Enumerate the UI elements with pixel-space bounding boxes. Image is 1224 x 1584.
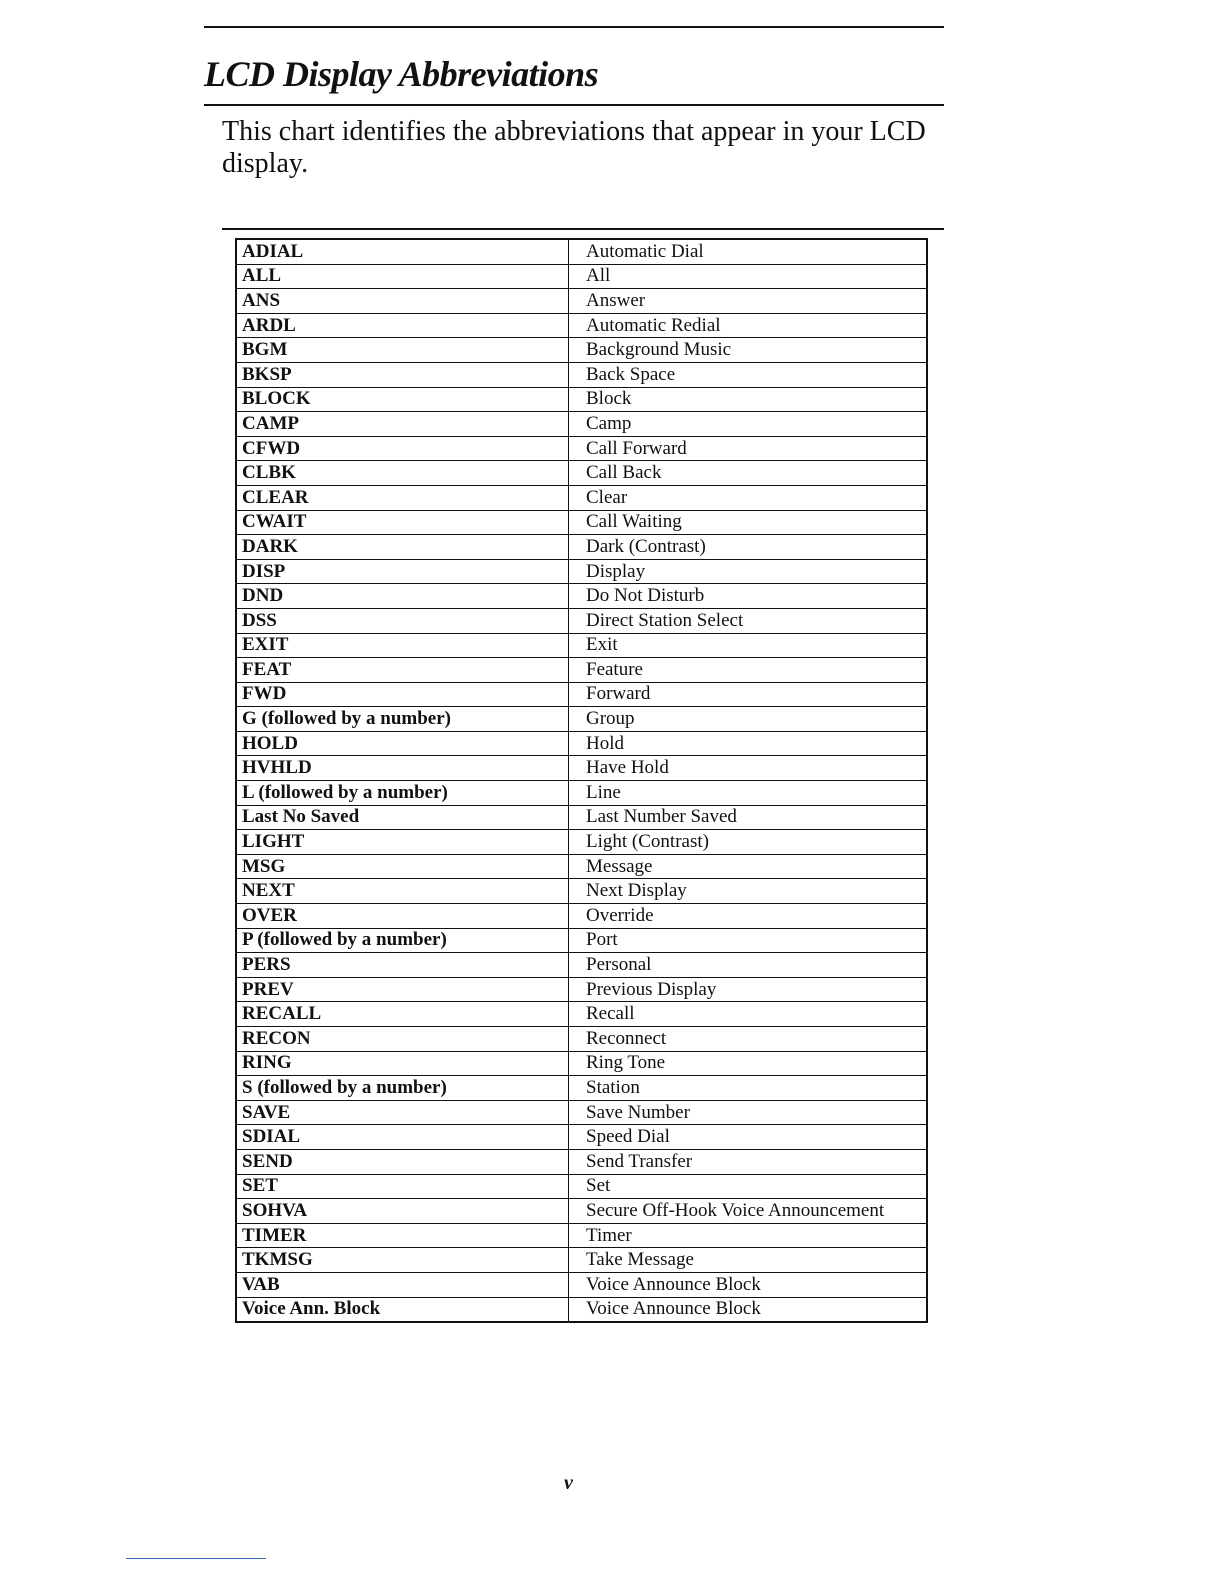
meaning-cell: Voice Announce Block xyxy=(569,1297,928,1322)
table-row xyxy=(236,1199,927,1224)
table-row xyxy=(236,707,927,732)
table-row xyxy=(236,1076,927,1101)
abbreviation-cell: BGM xyxy=(236,338,569,363)
abbreviation-cell: SEND xyxy=(236,1149,569,1174)
meaning-cell: Have Hold xyxy=(569,756,928,781)
abbreviation-cell: CFWD xyxy=(236,436,569,461)
table-row xyxy=(236,1248,927,1273)
table-row xyxy=(236,362,927,387)
page-number: v xyxy=(564,1472,573,1494)
abbreviation-cell: DND xyxy=(236,584,569,609)
abbreviation-cell: CAMP xyxy=(236,412,569,437)
table-row xyxy=(236,830,927,855)
table-row xyxy=(236,1297,927,1322)
meaning-cell: Reconnect xyxy=(569,1027,928,1052)
abbreviation-cell: BKSP xyxy=(236,362,569,387)
table-row xyxy=(236,510,927,535)
meaning-cell: Automatic Dial xyxy=(569,239,928,264)
meaning-cell: Camp xyxy=(569,412,928,437)
abbreviation-cell: EXIT xyxy=(236,633,569,658)
table-row xyxy=(236,239,927,264)
table-row xyxy=(236,559,927,584)
abbreviation-cell: ARDL xyxy=(236,313,569,338)
meaning-cell: Set xyxy=(569,1174,928,1199)
meaning-cell: Forward xyxy=(569,682,928,707)
table-row xyxy=(236,682,927,707)
meaning-cell: Message xyxy=(569,854,928,879)
abbreviation-cell: ALL xyxy=(236,264,569,289)
abbreviation-cell: CLBK xyxy=(236,461,569,486)
meaning-cell: Take Message xyxy=(569,1248,928,1273)
table-row xyxy=(236,412,927,437)
abbreviation-cell: SDIAL xyxy=(236,1125,569,1150)
abbreviation-cell: DISP xyxy=(236,559,569,584)
meaning-cell: Direct Station Select xyxy=(569,608,928,633)
table-row xyxy=(236,535,927,560)
table-row xyxy=(236,904,927,929)
meaning-cell: Clear xyxy=(569,485,928,510)
table-row xyxy=(236,756,927,781)
abbreviation-cell: SOHVA xyxy=(236,1199,569,1224)
intro-paragraph: This chart identifies the abbreviations that appear in your LCD display. xyxy=(222,116,926,179)
table-row xyxy=(236,781,927,806)
meaning-cell: Display xyxy=(569,559,928,584)
table-row xyxy=(236,387,927,412)
table-row xyxy=(236,854,927,879)
table-row xyxy=(236,1100,927,1125)
table-row xyxy=(236,879,927,904)
meaning-cell: Voice Announce Block xyxy=(569,1272,928,1297)
footer-rule xyxy=(126,1558,266,1559)
meaning-cell: Call Waiting xyxy=(569,510,928,535)
table-row xyxy=(236,953,927,978)
meaning-cell: Previous Display xyxy=(569,977,928,1002)
meaning-cell: Back Space xyxy=(569,362,928,387)
table-row xyxy=(236,1051,927,1076)
table-row xyxy=(236,1027,927,1052)
meaning-cell: Ring Tone xyxy=(569,1051,928,1076)
table-row xyxy=(236,461,927,486)
abbreviation-cell: DARK xyxy=(236,535,569,560)
abbreviations-table xyxy=(235,238,928,1323)
abbreviation-cell: HOLD xyxy=(236,731,569,756)
table-row xyxy=(236,658,927,683)
meaning-cell: Block xyxy=(569,387,928,412)
abbreviation-cell: FWD xyxy=(236,682,569,707)
abbreviation-cell: BLOCK xyxy=(236,387,569,412)
title-rule xyxy=(204,104,944,106)
meaning-cell: Group xyxy=(569,707,928,732)
abbreviation-cell: S (followed by a number) xyxy=(236,1076,569,1101)
abbreviation-cell: TIMER xyxy=(236,1223,569,1248)
abbreviation-cell: HVHLD xyxy=(236,756,569,781)
table-row xyxy=(236,1002,927,1027)
table-row xyxy=(236,608,927,633)
meaning-cell: Last Number Saved xyxy=(569,805,928,830)
abbreviation-cell: PREV xyxy=(236,977,569,1002)
meaning-cell: Personal xyxy=(569,953,928,978)
table-row xyxy=(236,977,927,1002)
meaning-cell: Dark (Contrast) xyxy=(569,535,928,560)
meaning-cell: Automatic Redial xyxy=(569,313,928,338)
table-row xyxy=(236,1149,927,1174)
abbreviation-cell: NEXT xyxy=(236,879,569,904)
abbreviation-cell: SET xyxy=(236,1174,569,1199)
abbreviations-table-body xyxy=(236,239,927,1322)
meaning-cell: Background Music xyxy=(569,338,928,363)
abbreviation-cell: ADIAL xyxy=(236,239,569,264)
abbreviation-cell: CWAIT xyxy=(236,510,569,535)
table-rule xyxy=(222,228,944,230)
abbreviation-cell: P (followed by a number) xyxy=(236,928,569,953)
meaning-cell: Line xyxy=(569,781,928,806)
top-rule xyxy=(204,26,944,28)
abbreviation-cell: RECALL xyxy=(236,1002,569,1027)
table-row xyxy=(236,485,927,510)
abbreviation-cell: L (followed by a number) xyxy=(236,781,569,806)
meaning-cell: Speed Dial xyxy=(569,1125,928,1150)
table-row xyxy=(236,289,927,314)
meaning-cell: All xyxy=(569,264,928,289)
abbreviation-cell: OVER xyxy=(236,904,569,929)
meaning-cell: Answer xyxy=(569,289,928,314)
abbreviation-cell: FEAT xyxy=(236,658,569,683)
abbreviation-cell: DSS xyxy=(236,608,569,633)
table-row xyxy=(236,1174,927,1199)
table-row xyxy=(236,805,927,830)
page-title: LCD Display Abbreviations xyxy=(204,54,599,94)
table-row xyxy=(236,1272,927,1297)
meaning-cell: Call Forward xyxy=(569,436,928,461)
abbreviation-cell: RECON xyxy=(236,1027,569,1052)
abbreviation-cell: SAVE xyxy=(236,1100,569,1125)
meaning-cell: Override xyxy=(569,904,928,929)
table-row xyxy=(236,928,927,953)
meaning-cell: Light (Contrast) xyxy=(569,830,928,855)
table-row xyxy=(236,313,927,338)
abbreviation-cell: G (followed by a number) xyxy=(236,707,569,732)
table-row xyxy=(236,1125,927,1150)
abbreviation-cell: Last No Saved xyxy=(236,805,569,830)
table-row xyxy=(236,1223,927,1248)
abbreviation-cell: VAB xyxy=(236,1272,569,1297)
abbreviation-cell: ANS xyxy=(236,289,569,314)
table-row xyxy=(236,436,927,461)
meaning-cell: Station xyxy=(569,1076,928,1101)
table-row xyxy=(236,584,927,609)
meaning-cell: Send Transfer xyxy=(569,1149,928,1174)
abbreviation-cell: TKMSG xyxy=(236,1248,569,1273)
meaning-cell: Save Number xyxy=(569,1100,928,1125)
meaning-cell: Next Display xyxy=(569,879,928,904)
meaning-cell: Exit xyxy=(569,633,928,658)
meaning-cell: Secure Off-Hook Voice Announcement xyxy=(569,1199,928,1224)
table-row xyxy=(236,633,927,658)
table-row xyxy=(236,338,927,363)
abbreviation-cell: MSG xyxy=(236,854,569,879)
abbreviation-cell: LIGHT xyxy=(236,830,569,855)
abbreviation-cell: RING xyxy=(236,1051,569,1076)
meaning-cell: Hold xyxy=(569,731,928,756)
meaning-cell: Port xyxy=(569,928,928,953)
meaning-cell: Feature xyxy=(569,658,928,683)
meaning-cell: Call Back xyxy=(569,461,928,486)
abbreviation-cell: PERS xyxy=(236,953,569,978)
meaning-cell: Timer xyxy=(569,1223,928,1248)
table-row xyxy=(236,264,927,289)
abbreviation-cell: Voice Ann. Block xyxy=(236,1297,569,1322)
abbreviation-cell: CLEAR xyxy=(236,485,569,510)
meaning-cell: Do Not Disturb xyxy=(569,584,928,609)
meaning-cell: Recall xyxy=(569,1002,928,1027)
table-row xyxy=(236,731,927,756)
